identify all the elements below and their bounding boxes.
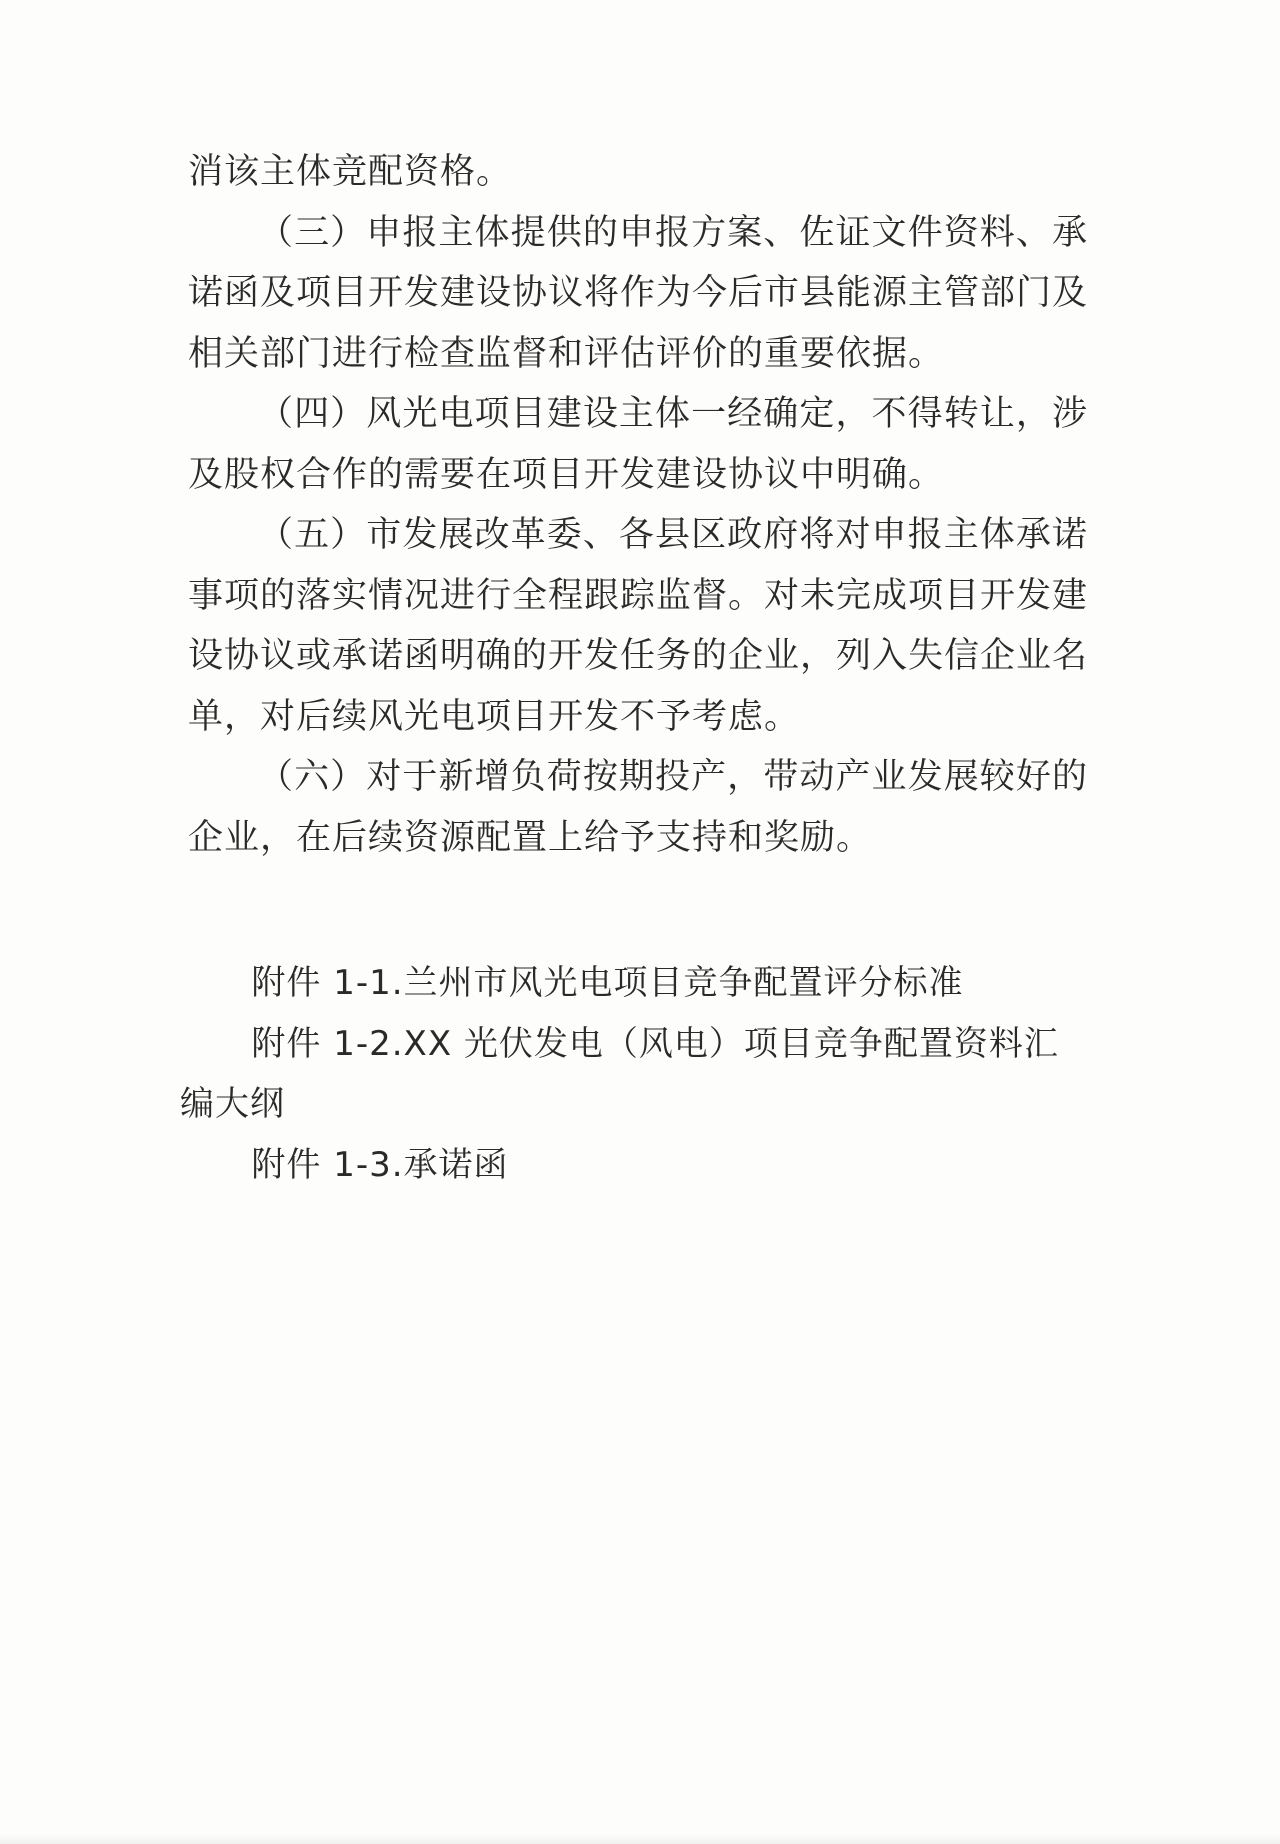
paragraph-item-4: （四）风光电项目建设主体一经确定，不得转让，涉及股权合作的需要在项目开发建设协议中明确。 bbox=[188, 394, 1088, 495]
document-body bbox=[188, 142, 1088, 868]
attachment-1-3: 附件 1-3.承诺函 bbox=[251, 1144, 509, 1185]
paragraph-item-3: （三）申报主体提供的申报方案、佐证文件资料、承诺函及项目开发建设协议将作为今后市县能源主管部门及相关部门进行检查监督和评估评价的重要依据。 bbox=[188, 212, 1089, 374]
paragraph-item-5: （五）市发展改革委、各县区政府将对申报主体承诺事项的落实情况进行全程跟踪监督。对未完成项目开发建设协议或承诺函明确的开发任务的企业，列入失信企业名单，对后续风光电项目开发不予考虑。 bbox=[188, 515, 1089, 737]
attachment-list bbox=[180, 953, 1080, 1195]
scan-bottom-edge bbox=[0, 1834, 1280, 1844]
paragraph-item-6: （六）对于新增负荷按期投产，带动产业发展较好的企业，在后续资源配置上给予支持和奖励。 bbox=[188, 757, 1088, 858]
attachment-1-2: 附件 1-2.XX 光伏发电（风电）项目竞争配置资料汇编大纲 bbox=[180, 1023, 1059, 1124]
attachment-1-1: 附件 1-1.兰州市风光电项目竞争配置评分标准 bbox=[251, 963, 964, 1003]
paragraph-continuation: 消该主体竞配资格。 bbox=[188, 152, 513, 192]
